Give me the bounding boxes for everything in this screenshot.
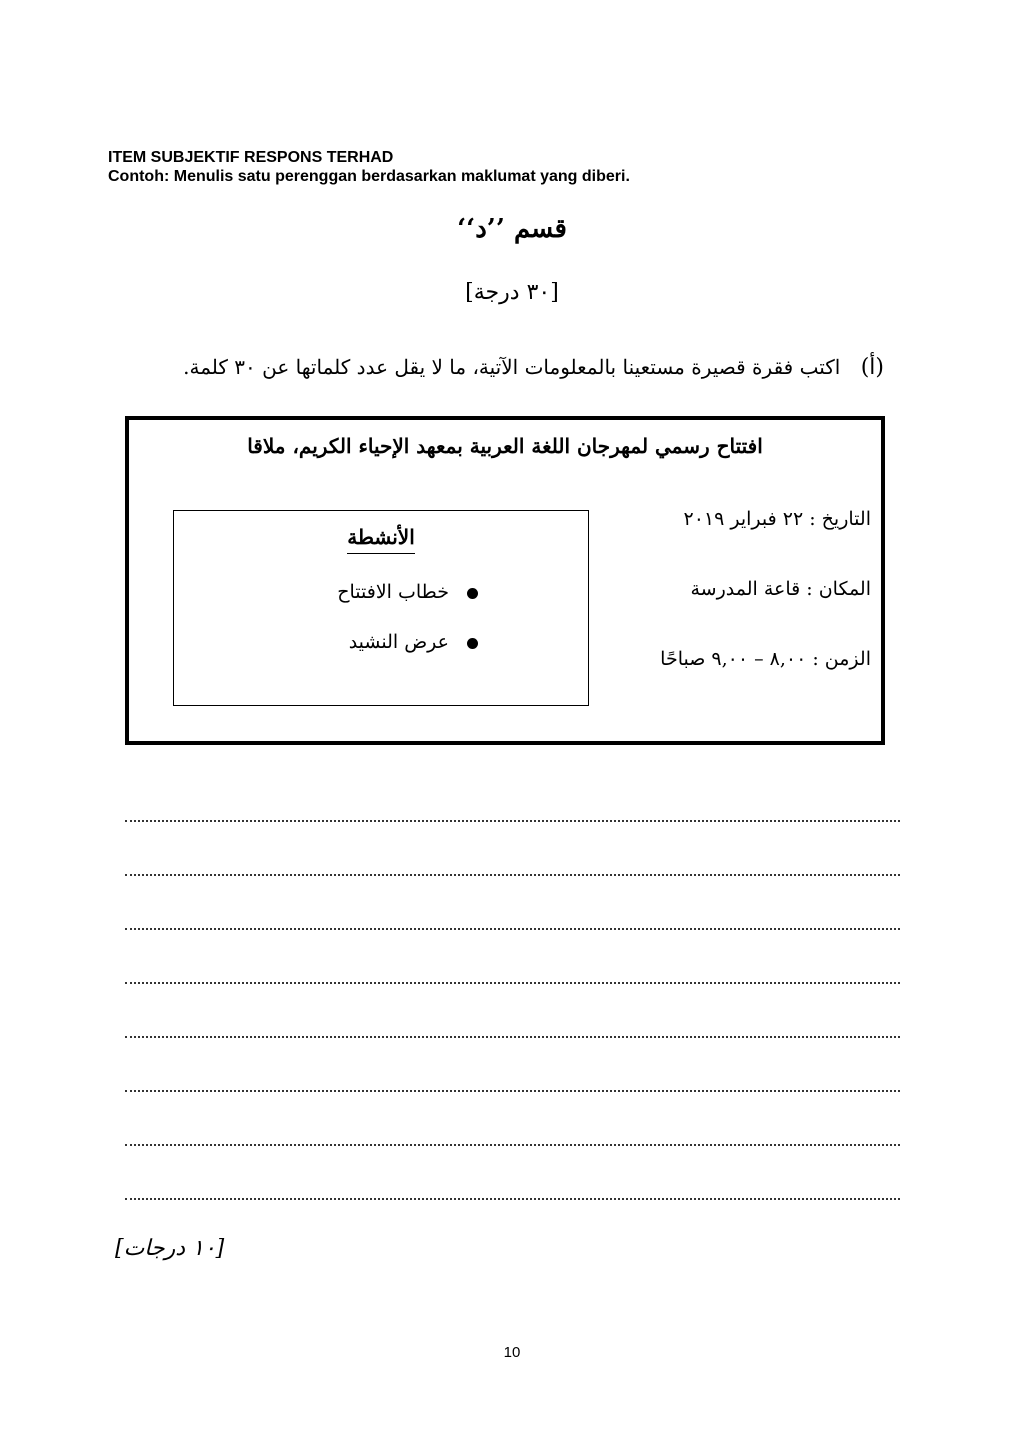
question-text: اكتب فقرة قصيرة مستعينا بالمعلومات الآتية، ما لا يقل عدد كلماتها عن ٣٠ كلمة. [183, 355, 841, 379]
answer-line[interactable] [125, 928, 900, 930]
page-number: 10 [503, 1344, 521, 1361]
answer-line[interactable] [125, 820, 900, 822]
answer-line[interactable] [125, 1090, 900, 1092]
answer-line[interactable] [125, 874, 900, 876]
activities-list [337, 581, 478, 681]
bullet-icon [467, 638, 478, 649]
question-marks: [١٠ درجات] [115, 1236, 225, 1261]
section-marks: [٣٠ درجة] [465, 280, 559, 305]
list-item [337, 581, 478, 631]
list-item [337, 631, 478, 681]
activity-text: عرض النشيد [348, 631, 449, 653]
question-instruction [144, 355, 884, 380]
event-details [571, 508, 871, 718]
event-title: افتتاح رسمي لمهرجان اللغة العربية بمعهد الإحياء الكريم، ملاقا [247, 434, 763, 458]
question-label: (أ) [860, 355, 884, 380]
activity-text: خطاب الافتتاح [337, 581, 449, 603]
header-subtitle: Contoh: Menulis satu perenggan berdasarkan maklumat yang diberi. [108, 168, 630, 185]
answer-line[interactable] [125, 1198, 900, 1200]
item-header [108, 148, 908, 186]
info-box [125, 416, 885, 745]
answer-line[interactable] [125, 1036, 900, 1038]
activities-title [174, 525, 588, 549]
event-place: المكان : قاعة المدرسة [690, 578, 871, 600]
header-title: ITEM SUBJEKTIF RESPONS TERHAD [108, 149, 394, 166]
event-time: الزمن : ٨,٠٠ – ٩,٠٠ صباحًا [660, 648, 871, 670]
activities-box [173, 510, 589, 706]
answer-line[interactable] [125, 982, 900, 984]
section-title: قسم ’’د‘‘ [457, 214, 567, 244]
event-date: التاريخ : ٢٢ فبراير ٢٠١٩ [683, 508, 871, 530]
activities-title-text: الأنشطة [347, 525, 415, 554]
answer-line[interactable] [125, 1144, 900, 1146]
bullet-icon [467, 588, 478, 599]
